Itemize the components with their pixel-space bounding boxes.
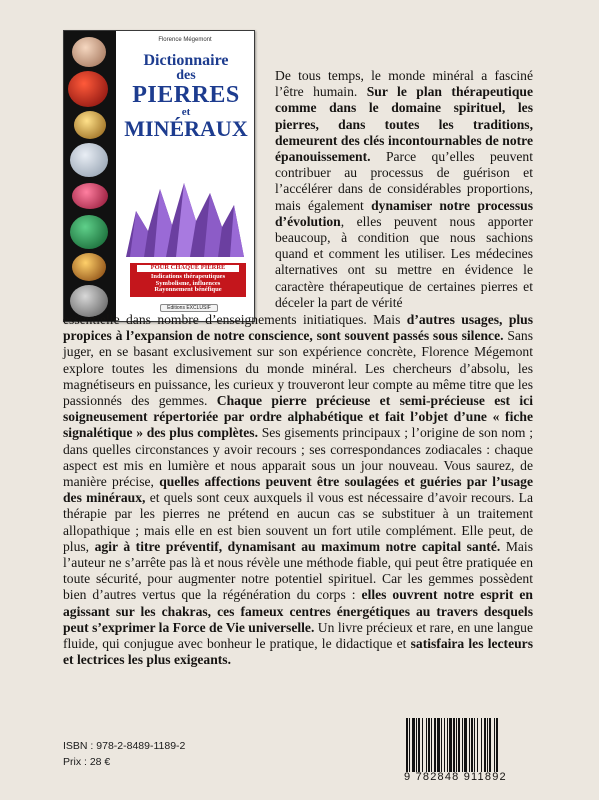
blurb-emphasis: elles ouvrent notre esprit en agissant sur les chakras, ces fameux centres énergétiques au travers desquels peut s’exprimer la Force de Vie universelle. xyxy=(63,587,533,635)
isbn-label: ISBN : 978-2-8489-1189-2 xyxy=(63,740,186,752)
cover-title-line: des xyxy=(176,68,196,83)
amethyst-crystal-image xyxy=(126,181,244,257)
blurb-sentence: et quels sont ceux auxquels il vous est nécessaire d’avoir recours. La thérapie par les pierres ne prétend en aucun cas se substituer à un traitement allopathique ; mais elle en est bien souvent un fort utile complément. Elle peut, de plus, xyxy=(63,490,533,554)
cover-feature-line: Symbolisme, influences xyxy=(155,279,221,287)
blurb-sentence: Mais l’auteur ne s’arrête pas là et nous révèle une méthode fiable, qui peut être pratiquée en toute sécurité, pour augmenter notre potentiel spirituel. Car les gemmes possèdent bien d’autres vertus que la régénération du corps : xyxy=(63,538,533,603)
blurb-sentence: Un livre précieux et rare, en une langue fluide, qui conjugue avec bonheur le pratique, le didactique et xyxy=(63,619,533,652)
blurb-sentence: Ses gisements principaux ; l’origine de son nom ; dans quelles circonstances y avoir recours ; ses correspondances zodiacales : chaque aspect est mis en lumière et nous apparait sous un jour nouveau. Vous saurez, de manière précise, xyxy=(63,425,533,490)
cover-feature-line: Indications thérapeutiques xyxy=(150,272,226,280)
cover-title-line: et xyxy=(181,106,191,118)
price-label: Prix : 28 € xyxy=(63,756,111,768)
cover-title-line: MINÉRAUX xyxy=(124,116,248,141)
barcode-number: 9 782848 911892 xyxy=(404,771,507,783)
cover-title xyxy=(118,53,254,140)
cover-title-line: Dictionnaire xyxy=(143,52,229,69)
cover-title-line: PIERRES xyxy=(132,82,240,108)
cover-feature-heading: POUR CHAQUE PIERRE xyxy=(137,265,239,272)
blurb-emphasis: d’autres usages, plus propices à l’expansion de notre conscience, sont souvent passés sous silence. xyxy=(63,312,534,344)
gemstone-strip xyxy=(64,31,116,321)
blurb-sentence: essentielle dans nombre d’enseignements initiatiques. Mais xyxy=(63,312,401,327)
blurb-column-text xyxy=(275,68,533,311)
book-cover-thumbnail xyxy=(63,30,255,322)
blurb-emphasis: satisfaira les lecteurs et lectrices les plus exigeants. xyxy=(63,636,533,668)
blurb-emphasis: quelles affections peuvent être soulagées et guéries par l’usage des minéraux, xyxy=(63,474,533,506)
blurb-sentence: Parce qu’elles peuvent contribuer au processus de guérison et l’accélérer dans de considérables proportions, mais également xyxy=(275,149,533,213)
blurb-full-text xyxy=(63,312,533,668)
cover-author: Florence Mégemont xyxy=(158,37,212,43)
cover-feature-line: Rayonnement bénéfique xyxy=(154,286,222,294)
blurb-emphasis: dynamiser notre processus d’évolution xyxy=(275,197,533,229)
blurb-emphasis: Sur le plan thérapeutique comme dans le domaine spirituel, les pierres, dans toutes les traditions, demeurent des clés incontournables de notre épanouissement. xyxy=(275,84,533,165)
blurb-sentence: De tous temps, le monde minéral a fasciné l’être humain. xyxy=(275,68,533,100)
blurb-emphasis: Chaque pierre précieuse et semi-précieuse est ici soigneusement répertoriée par ordre alphabétique et fait l’objet d’une « fiche signalétique » des plus complètes. xyxy=(63,393,533,441)
blurb-emphasis: agir à titre préventif, dynamisant au maximum notre capital santé. xyxy=(94,538,501,554)
cover-publisher: Editions EXCLUSIF xyxy=(160,304,218,312)
blurb-sentence: Sans juger, en se basant exclusivement sur son expérience concrète, Florence Mégemont explore toutes les dimensions du monde minéral. Les chercheurs d’absolu, les magnétiseurs en puissance, les curieux y trouveront leur compte au même titre que les passionnés des gemmes. xyxy=(63,328,533,409)
blurb-sentence: , elles peuvent nous apporter beaucoup, à condition que nous sachions quand et comment les utiliser. Les médecines alternatives ont su mettre en évidence le caractère thérapeutique de certaines pierres et déceler la part de vérité xyxy=(275,213,533,310)
barcode-image xyxy=(404,715,530,777)
cover-feature-box xyxy=(130,263,246,297)
